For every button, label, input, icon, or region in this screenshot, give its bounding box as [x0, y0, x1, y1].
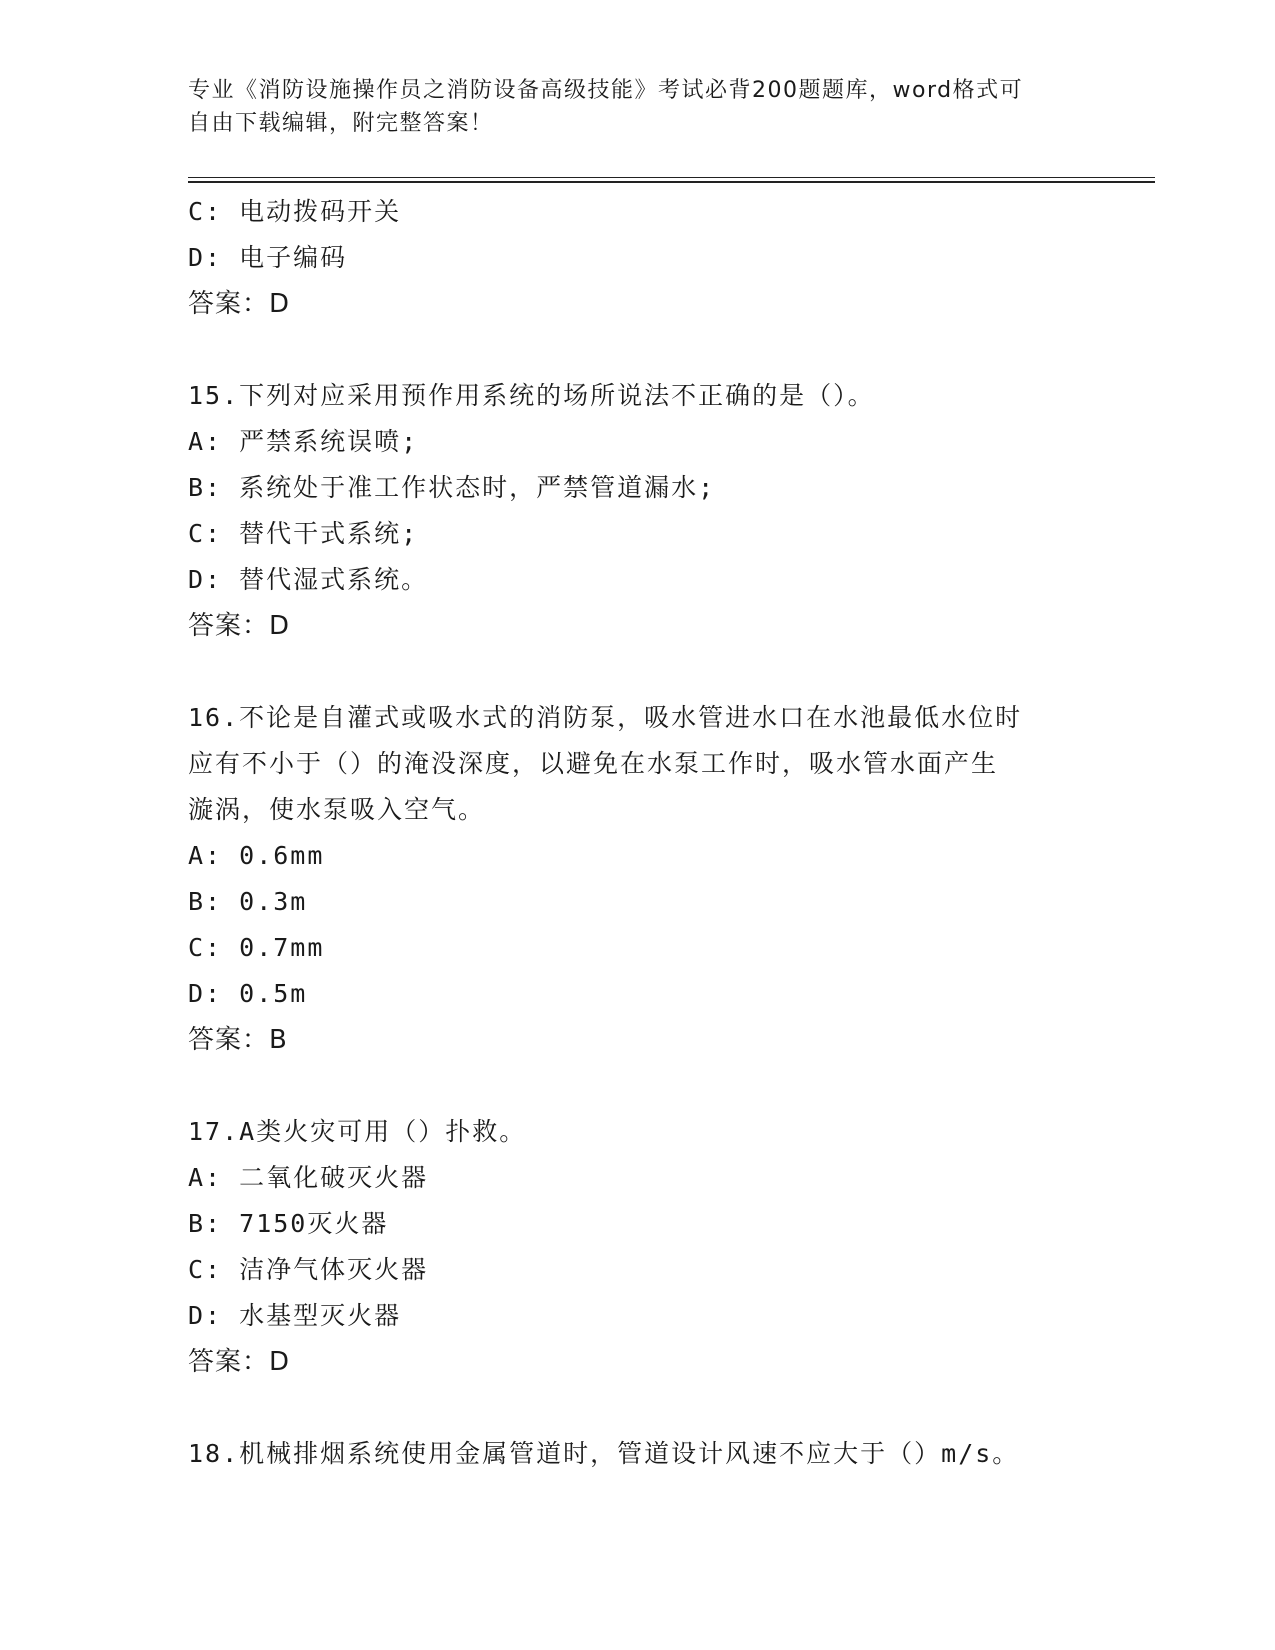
option-d: D: 电子编码 — [188, 243, 348, 272]
option-b: B: 系统处于准工作状态时，严禁管道漏水; — [188, 473, 716, 502]
question-stem-16-line-3: 漩涡，使水泵吸入空气。 — [188, 795, 486, 824]
spacer — [188, 649, 1088, 695]
option-c: C: 电动拨码开关 — [188, 197, 402, 226]
question-stem-16-line-2: 应有不小于（）的淹没深度，以避免在水泵工作时，吸水管水面产生 — [188, 749, 999, 778]
answer-line: 答案：D — [188, 1347, 291, 1377]
option-c: C: 0.7mm — [188, 933, 325, 962]
answer-line: 答案：D — [188, 611, 291, 641]
option-a: A: 0.6mm — [188, 841, 325, 870]
option-c: C: 洁净气体灭火器 — [188, 1255, 429, 1284]
option-a: A: 二氧化破灭火器 — [188, 1163, 429, 1192]
option-d: D: 0.5m — [188, 979, 308, 1008]
option-c: C: 替代干式系统; — [188, 519, 419, 548]
header-divider-thin — [188, 177, 1155, 178]
header-line-1: 专业《消防设施操作员之消防设备高级技能》考试必背200题题库，word格式可 — [188, 78, 1024, 103]
question-stem-16-line-1: 16.不论是自灌式或吸水式的消防泵，吸水管进水口在水池最低水位时 — [188, 703, 1023, 732]
header-line-2: 自由下载编辑，附完整答案！ — [188, 111, 494, 136]
option-d: D: 替代湿式系统。 — [188, 565, 429, 594]
spacer — [188, 1063, 1088, 1109]
option-d: D: 水基型灭火器 — [188, 1301, 402, 1330]
question-stem-15: 15.下列对应采用预作用系统的场所说法不正确的是（）。 — [188, 381, 875, 410]
spacer — [188, 1385, 1088, 1431]
question-stem-18: 18.机械排烟系统使用金属管道时，管道设计风速不应大于（）m/s。 — [188, 1439, 1020, 1468]
option-a: A: 严禁系统误喷; — [188, 427, 419, 456]
header-divider-thick — [188, 181, 1155, 183]
option-b: B: 7150灭火器 — [188, 1209, 389, 1238]
document-header — [188, 74, 1078, 140]
spacer — [188, 327, 1088, 373]
question-stem-17: 17.A类火灾可用（）扑救。 — [188, 1117, 527, 1146]
answer-line: 答案：D — [188, 289, 291, 319]
answer-line: 答案：B — [188, 1025, 288, 1055]
question-content — [188, 189, 1088, 1477]
option-b: B: 0.3m — [188, 887, 308, 916]
